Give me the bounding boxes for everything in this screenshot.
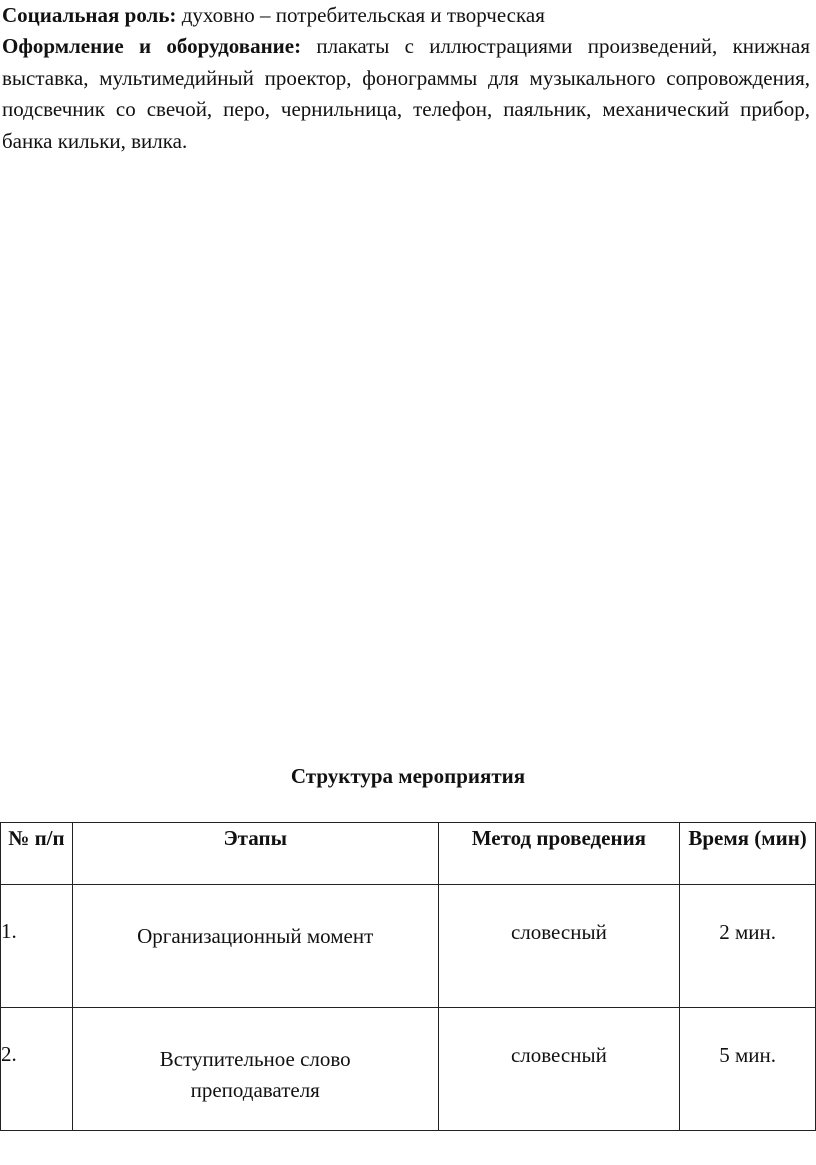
stage-cell xyxy=(72,885,438,1008)
header-time: Время (мин) xyxy=(680,823,816,885)
row-number-cell xyxy=(1,1008,73,1131)
time-text: 5 мин. xyxy=(719,1043,776,1067)
social-role-value: духовно – потребительская и творческая xyxy=(176,3,545,27)
equipment-paragraph xyxy=(2,31,810,157)
table-row xyxy=(1,885,816,1008)
social-role-label: Социальная роль: xyxy=(2,3,177,27)
header-stages: Этапы xyxy=(72,823,438,885)
header-number: № п/п xyxy=(1,823,73,885)
equipment-label: Оформление и оборудование: xyxy=(2,34,302,58)
row-number: 1. xyxy=(1,919,17,943)
structure-table xyxy=(0,822,816,1131)
time-cell xyxy=(680,885,816,1008)
header-method: Метод проведения xyxy=(438,823,680,885)
time-cell xyxy=(680,1008,816,1131)
stage-text: Организационный момент xyxy=(137,924,374,948)
method-text: словесный xyxy=(510,1043,607,1067)
time-text: 2 мин. xyxy=(719,920,776,944)
equipment-value: плакаты с иллюстрациями произведений, книжная выставка, мультимедийный проектор, фонограммы для музыкального сопровождения, подсвечник со свечой, перо, чернильница, телефон, паяльник, механический прибор, банка кильки, вилка. xyxy=(2,34,811,153)
social-role-line xyxy=(2,0,810,32)
structure-title: Структура мероприятия xyxy=(290,764,526,788)
table-row xyxy=(1,1008,816,1131)
table-header-row xyxy=(1,823,816,885)
stage-cell xyxy=(72,1008,438,1131)
method-cell xyxy=(438,1008,680,1131)
method-text: словесный xyxy=(510,920,607,944)
row-number-cell xyxy=(1,885,73,1008)
method-cell xyxy=(438,885,680,1008)
stage-text: Вступительное слово преподавателя xyxy=(159,1047,351,1102)
row-number: 2. xyxy=(1,1042,17,1066)
